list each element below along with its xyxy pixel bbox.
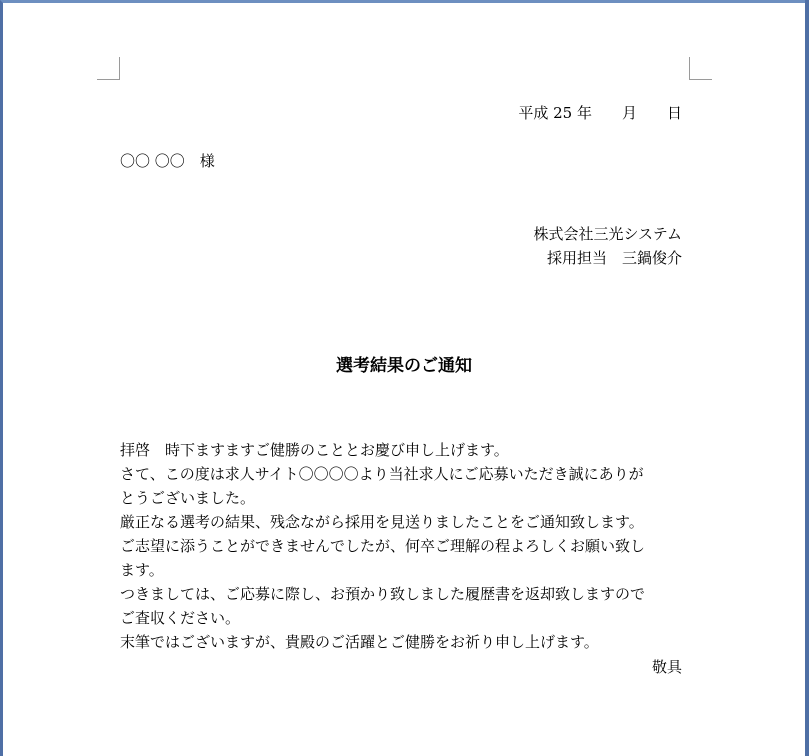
letter-title: 選考結果のご通知	[336, 356, 472, 376]
sender-person: 採用担当 三鍋俊介	[546, 249, 682, 267]
margin-corner-mark-top-left	[97, 57, 120, 80]
body-line: つきましては、ご応募に際し、お預かり致しました履歴書を返却致しますので	[120, 585, 646, 603]
body-line: さて、この度は求人サイト〇〇〇〇より当社求人にご応募いただき誠にありが	[120, 465, 644, 483]
body-line: 拝啓 時下ますますご健勝のこととお慶び申し上げます。	[120, 441, 509, 459]
margin-corner-mark-top-right	[689, 57, 712, 80]
body-line: 厳正なる選考の結果、残念ながら採用を見送りましたことをご通知致します。	[120, 513, 644, 531]
body-line: ます。	[120, 561, 164, 579]
sender-company: 株式会社三光システム	[533, 225, 682, 243]
body-line: 末筆ではございますが、貴殿のご活躍とご健勝をお祈り申し上げます。	[120, 633, 599, 651]
document-page	[3, 3, 805, 756]
body-line: とうございました。	[120, 489, 256, 507]
letter-date: 平成 25 年 月 日	[518, 104, 682, 122]
letter-body	[120, 438, 690, 654]
recipient-name: 〇〇 〇〇 様	[120, 152, 215, 170]
body-line: ご査収ください。	[120, 609, 241, 627]
window-right-border	[805, 0, 809, 756]
body-line: ご志望に添うことができませんでしたが、何卒ご理解の程よろしくお願い致し	[120, 537, 646, 555]
letter-closing: 敬具	[651, 658, 682, 676]
